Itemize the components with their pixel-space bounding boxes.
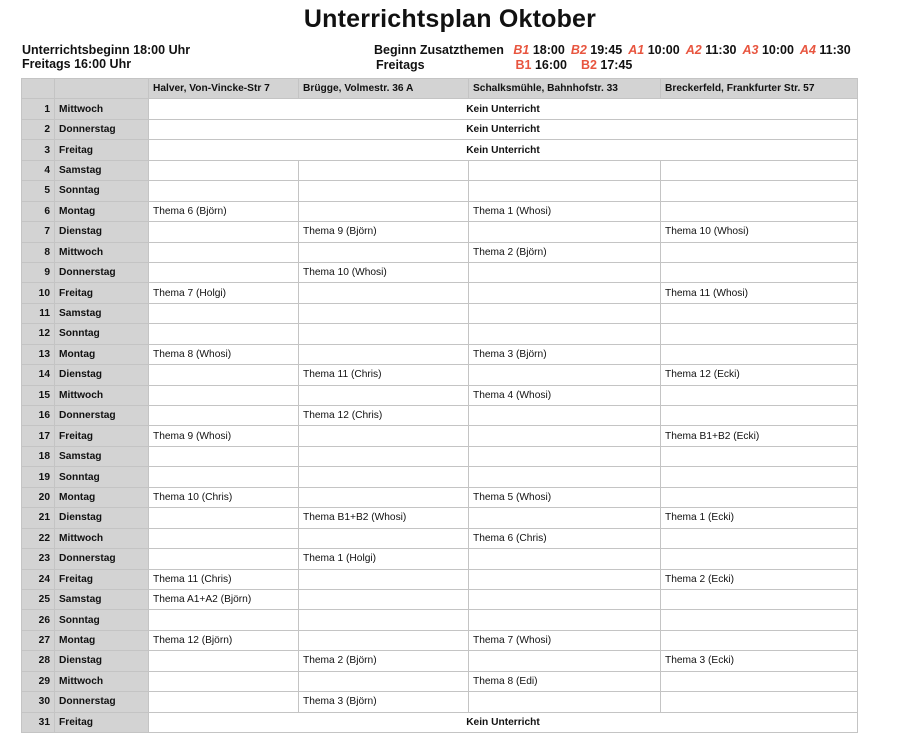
day-number: 6 xyxy=(22,201,55,221)
cell-breckerfeld xyxy=(661,549,858,569)
weekday: Mittwoch xyxy=(55,99,149,119)
cell-schalksmuehle xyxy=(469,589,661,609)
table-row xyxy=(22,630,858,650)
cell-halver xyxy=(149,692,299,712)
extra-topic-time: 19:45 xyxy=(590,43,623,57)
extra-topic-friday-time: 16:00 xyxy=(534,58,567,72)
weekday: Montag xyxy=(55,201,149,221)
cell-halver xyxy=(149,446,299,466)
day-number: 30 xyxy=(22,692,55,712)
cell-schalksmuehle xyxy=(469,324,661,344)
cell-bruegge xyxy=(299,181,469,201)
cell-breckerfeld xyxy=(661,406,858,426)
table-row xyxy=(22,222,858,242)
cell-bruegge xyxy=(299,467,469,487)
extra-topic-item xyxy=(742,43,793,57)
weekday: Montag xyxy=(55,630,149,650)
table-row xyxy=(22,589,858,609)
cell-bruegge xyxy=(299,160,469,180)
table-row xyxy=(22,344,858,364)
table-row xyxy=(22,610,858,630)
day-number: 15 xyxy=(22,385,55,405)
weekday: Sonntag xyxy=(55,610,149,630)
day-number: 4 xyxy=(22,160,55,180)
extra-topic-friday-code: B1 xyxy=(515,58,532,72)
extra-topics-friday-row xyxy=(374,58,851,73)
cell-halver xyxy=(149,651,299,671)
table-row xyxy=(22,160,858,180)
weekday: Samstag xyxy=(55,446,149,466)
no-class-cell: Kein Unterricht xyxy=(149,119,858,139)
extra-topic-code: A4 xyxy=(799,43,816,57)
extra-topics-label: Beginn Zusatzthemen xyxy=(374,43,504,57)
cell-schalksmuehle xyxy=(469,262,661,282)
cell-schalksmuehle xyxy=(469,467,661,487)
cell-schalksmuehle xyxy=(469,181,661,201)
header-cell-day xyxy=(55,79,149,99)
cell-bruegge xyxy=(299,201,469,221)
weekday: Sonntag xyxy=(55,324,149,344)
cell-schalksmuehle: Thema 2 (Björn) xyxy=(469,242,661,262)
cell-halver: Thema 9 (Whosi) xyxy=(149,426,299,446)
day-number: 3 xyxy=(22,140,55,160)
weekday: Samstag xyxy=(55,303,149,323)
day-number: 20 xyxy=(22,487,55,507)
schedule-body xyxy=(22,99,858,733)
day-number: 1 xyxy=(22,99,55,119)
table-row xyxy=(22,385,858,405)
day-number: 10 xyxy=(22,283,55,303)
cell-bruegge: Thema 12 (Chris) xyxy=(299,406,469,426)
extra-topic-time: 11:30 xyxy=(705,43,737,57)
cell-bruegge: Thema B1+B2 (Whosi) xyxy=(299,508,469,528)
weekday: Dienstag xyxy=(55,651,149,671)
table-row xyxy=(22,467,858,487)
cell-schalksmuehle xyxy=(469,692,661,712)
friday-time-text: Freitags 16:00 Uhr xyxy=(22,57,132,71)
cell-schalksmuehle: Thema 8 (Edi) xyxy=(469,671,661,691)
table-row xyxy=(22,406,858,426)
cell-bruegge xyxy=(299,528,469,548)
day-number: 24 xyxy=(22,569,55,589)
extra-topic-time: 11:30 xyxy=(819,43,851,57)
weekday: Samstag xyxy=(55,160,149,180)
table-row xyxy=(22,446,858,466)
cell-bruegge xyxy=(299,283,469,303)
cell-schalksmuehle: Thema 4 (Whosi) xyxy=(469,385,661,405)
table-row xyxy=(22,651,858,671)
cell-breckerfeld xyxy=(661,181,858,201)
cell-breckerfeld xyxy=(661,385,858,405)
cell-breckerfeld: Thema 2 (Ecki) xyxy=(661,569,858,589)
weekday: Sonntag xyxy=(55,467,149,487)
day-number: 26 xyxy=(22,610,55,630)
day-number: 21 xyxy=(22,508,55,528)
cell-halver xyxy=(149,303,299,323)
cell-halver xyxy=(149,160,299,180)
cell-breckerfeld xyxy=(661,324,858,344)
table-row xyxy=(22,201,858,221)
cell-halver: Thema 10 (Chris) xyxy=(149,487,299,507)
cell-schalksmuehle xyxy=(469,365,661,385)
cell-halver xyxy=(149,262,299,282)
cell-schalksmuehle xyxy=(469,446,661,466)
day-number: 9 xyxy=(22,262,55,282)
no-class-cell: Kein Unterricht xyxy=(149,99,858,119)
header-cell-bruegge: Brügge, Volmestr. 36 A xyxy=(299,79,469,99)
no-class-cell: Kein Unterricht xyxy=(149,712,858,732)
day-number: 19 xyxy=(22,467,55,487)
no-class-cell: Kein Unterricht xyxy=(149,140,858,160)
day-number: 16 xyxy=(22,406,55,426)
extra-topics-row xyxy=(374,43,851,58)
table-row xyxy=(22,508,858,528)
table-row xyxy=(22,181,858,201)
day-number: 13 xyxy=(22,344,55,364)
cell-halver: Thema 6 (Björn) xyxy=(149,201,299,221)
cell-schalksmuehle xyxy=(469,569,661,589)
cell-bruegge: Thema 2 (Björn) xyxy=(299,651,469,671)
cell-schalksmuehle xyxy=(469,651,661,671)
header-cell-schalksmuehle: Schalksmühle, Bahnhofstr. 33 xyxy=(469,79,661,99)
cell-bruegge xyxy=(299,589,469,609)
cell-breckerfeld: Thema B1+B2 (Ecki) xyxy=(661,426,858,446)
cell-halver: Thema 8 (Whosi) xyxy=(149,344,299,364)
table-row xyxy=(22,671,858,691)
cell-breckerfeld xyxy=(661,242,858,262)
day-number: 23 xyxy=(22,549,55,569)
cell-breckerfeld xyxy=(661,692,858,712)
table-row xyxy=(22,365,858,385)
cell-bruegge xyxy=(299,446,469,466)
extra-topic-item xyxy=(628,43,679,57)
cell-schalksmuehle xyxy=(469,303,661,323)
cell-breckerfeld xyxy=(661,671,858,691)
cell-schalksmuehle xyxy=(469,283,661,303)
cell-breckerfeld xyxy=(661,487,858,507)
weekday: Montag xyxy=(55,487,149,507)
cell-schalksmuehle: Thema 5 (Whosi) xyxy=(469,487,661,507)
day-number: 27 xyxy=(22,630,55,650)
cell-bruegge xyxy=(299,426,469,446)
extra-topic-friday-item xyxy=(515,58,566,72)
day-number: 28 xyxy=(22,651,55,671)
cell-bruegge xyxy=(299,671,469,691)
cell-halver xyxy=(149,365,299,385)
cell-halver: Thema 7 (Holgi) xyxy=(149,283,299,303)
day-number: 11 xyxy=(22,303,55,323)
weekday: Dienstag xyxy=(55,508,149,528)
cell-breckerfeld: Thema 12 (Ecki) xyxy=(661,365,858,385)
extra-topic-code: A3 xyxy=(742,43,759,57)
extra-topic-friday-item xyxy=(581,58,632,72)
weekday: Montag xyxy=(55,344,149,364)
cell-bruegge: Thema 10 (Whosi) xyxy=(299,262,469,282)
cell-breckerfeld xyxy=(661,160,858,180)
cell-bruegge xyxy=(299,569,469,589)
cell-schalksmuehle xyxy=(469,426,661,446)
cell-halver xyxy=(149,467,299,487)
cell-bruegge xyxy=(299,324,469,344)
extra-topics-friday-label: Freitags xyxy=(376,58,425,72)
cell-bruegge xyxy=(299,303,469,323)
extra-topic-item xyxy=(800,43,851,57)
extra-topic-time: 10:00 xyxy=(761,43,794,57)
cell-breckerfeld: Thema 10 (Whosi) xyxy=(661,222,858,242)
extra-topic-item xyxy=(686,43,737,57)
weekday: Freitag xyxy=(55,140,149,160)
cell-bruegge xyxy=(299,242,469,262)
cell-halver: Thema 12 (Björn) xyxy=(149,630,299,650)
cell-halver xyxy=(149,406,299,426)
cell-breckerfeld xyxy=(661,528,858,548)
table-row xyxy=(22,712,858,732)
extra-topic-time: 10:00 xyxy=(647,43,680,57)
extra-topics-items xyxy=(507,43,850,57)
cell-halver xyxy=(149,181,299,201)
cell-halver xyxy=(149,610,299,630)
day-number: 12 xyxy=(22,324,55,344)
cell-halver xyxy=(149,324,299,344)
header-cell-breckerfeld: Breckerfeld, Frankfurter Str. 57 xyxy=(661,79,858,99)
cell-halver xyxy=(149,385,299,405)
extra-topic-code: A1 xyxy=(628,43,645,57)
weekday: Donnerstag xyxy=(55,119,149,139)
weekday: Dienstag xyxy=(55,365,149,385)
weekday: Mittwoch xyxy=(55,385,149,405)
weekday: Donnerstag xyxy=(55,406,149,426)
cell-halver xyxy=(149,508,299,528)
cell-schalksmuehle: Thema 3 (Björn) xyxy=(469,344,661,364)
header-cell-number xyxy=(22,79,55,99)
weekday: Donnerstag xyxy=(55,262,149,282)
page-title: Unterrichtsplan Oktober xyxy=(303,5,597,33)
extra-topics-info xyxy=(374,43,851,73)
cell-bruegge: Thema 1 (Holgi) xyxy=(299,549,469,569)
schedule-table xyxy=(21,78,858,733)
cell-schalksmuehle xyxy=(469,549,661,569)
table-row xyxy=(22,140,858,160)
day-number: 8 xyxy=(22,242,55,262)
table-header-row xyxy=(22,79,858,99)
cell-breckerfeld xyxy=(661,303,858,323)
weekday: Freitag xyxy=(55,283,149,303)
cell-schalksmuehle: Thema 7 (Whosi) xyxy=(469,630,661,650)
cell-breckerfeld xyxy=(661,344,858,364)
table-row xyxy=(22,487,858,507)
cell-halver xyxy=(149,528,299,548)
extra-topic-time: 18:00 xyxy=(532,43,565,57)
table-row xyxy=(22,119,858,139)
extra-topic-code: B1 xyxy=(513,43,530,57)
table-row xyxy=(22,242,858,262)
cell-halver: Thema 11 (Chris) xyxy=(149,569,299,589)
cell-schalksmuehle: Thema 6 (Chris) xyxy=(469,528,661,548)
cell-breckerfeld xyxy=(661,446,858,466)
cell-breckerfeld xyxy=(661,262,858,282)
day-number: 7 xyxy=(22,222,55,242)
weekday: Mittwoch xyxy=(55,242,149,262)
table-row xyxy=(22,528,858,548)
weekday: Mittwoch xyxy=(55,671,149,691)
cell-halver xyxy=(149,242,299,262)
cell-halver xyxy=(149,671,299,691)
cell-bruegge: Thema 9 (Björn) xyxy=(299,222,469,242)
day-number: 2 xyxy=(22,119,55,139)
cell-bruegge: Thema 3 (Björn) xyxy=(299,692,469,712)
day-number: 14 xyxy=(22,365,55,385)
day-number: 5 xyxy=(22,181,55,201)
cell-breckerfeld: Thema 1 (Ecki) xyxy=(661,508,858,528)
weekday: Sonntag xyxy=(55,181,149,201)
cell-bruegge xyxy=(299,344,469,364)
day-number: 17 xyxy=(22,426,55,446)
cell-breckerfeld xyxy=(661,589,858,609)
cell-breckerfeld xyxy=(661,630,858,650)
weekday: Freitag xyxy=(55,426,149,446)
cell-halver: Thema A1+A2 (Björn) xyxy=(149,589,299,609)
table-row xyxy=(22,324,858,344)
cell-schalksmuehle xyxy=(469,222,661,242)
table-row xyxy=(22,692,858,712)
weekday: Freitag xyxy=(55,569,149,589)
weekday: Donnerstag xyxy=(55,692,149,712)
cell-halver xyxy=(149,549,299,569)
day-number: 18 xyxy=(22,446,55,466)
cell-bruegge xyxy=(299,487,469,507)
extra-topic-item xyxy=(513,43,564,57)
table-row xyxy=(22,99,858,119)
weekday: Dienstag xyxy=(55,222,149,242)
extra-topic-friday-time: 17:45 xyxy=(600,58,633,72)
table-row xyxy=(22,569,858,589)
cell-breckerfeld: Thema 11 (Whosi) xyxy=(661,283,858,303)
weekday: Freitag xyxy=(55,712,149,732)
cell-schalksmuehle xyxy=(469,610,661,630)
schedule-info xyxy=(22,43,190,71)
cell-schalksmuehle xyxy=(469,406,661,426)
table-row xyxy=(22,549,858,569)
weekday: Donnerstag xyxy=(55,549,149,569)
cell-schalksmuehle xyxy=(469,160,661,180)
extra-topic-item xyxy=(571,43,622,57)
cell-breckerfeld: Thema 3 (Ecki) xyxy=(661,651,858,671)
day-number: 25 xyxy=(22,589,55,609)
extra-topic-friday-code: B2 xyxy=(580,58,597,72)
cell-schalksmuehle: Thema 1 (Whosi) xyxy=(469,201,661,221)
table-row xyxy=(22,303,858,323)
weekday: Samstag xyxy=(55,589,149,609)
header-cell-halver: Halver, Von-Vincke-Str 7 xyxy=(149,79,299,99)
cell-bruegge: Thema 11 (Chris) xyxy=(299,365,469,385)
cell-bruegge xyxy=(299,385,469,405)
day-number: 22 xyxy=(22,528,55,548)
day-number: 31 xyxy=(22,712,55,732)
cell-breckerfeld xyxy=(661,610,858,630)
table-row xyxy=(22,426,858,446)
cell-breckerfeld xyxy=(661,201,858,221)
day-number: 29 xyxy=(22,671,55,691)
extra-topics-friday-items xyxy=(515,58,646,72)
table-row xyxy=(22,283,858,303)
extra-topic-code: A2 xyxy=(685,43,702,57)
cell-schalksmuehle xyxy=(469,508,661,528)
cell-bruegge xyxy=(299,610,469,630)
cell-breckerfeld xyxy=(661,467,858,487)
extra-topic-code: B2 xyxy=(570,43,587,57)
cell-halver xyxy=(149,222,299,242)
start-time-text: Unterrichtsbeginn 18:00 Uhr xyxy=(22,43,191,57)
cell-bruegge xyxy=(299,630,469,650)
table-row xyxy=(22,262,858,282)
weekday: Mittwoch xyxy=(55,528,149,548)
